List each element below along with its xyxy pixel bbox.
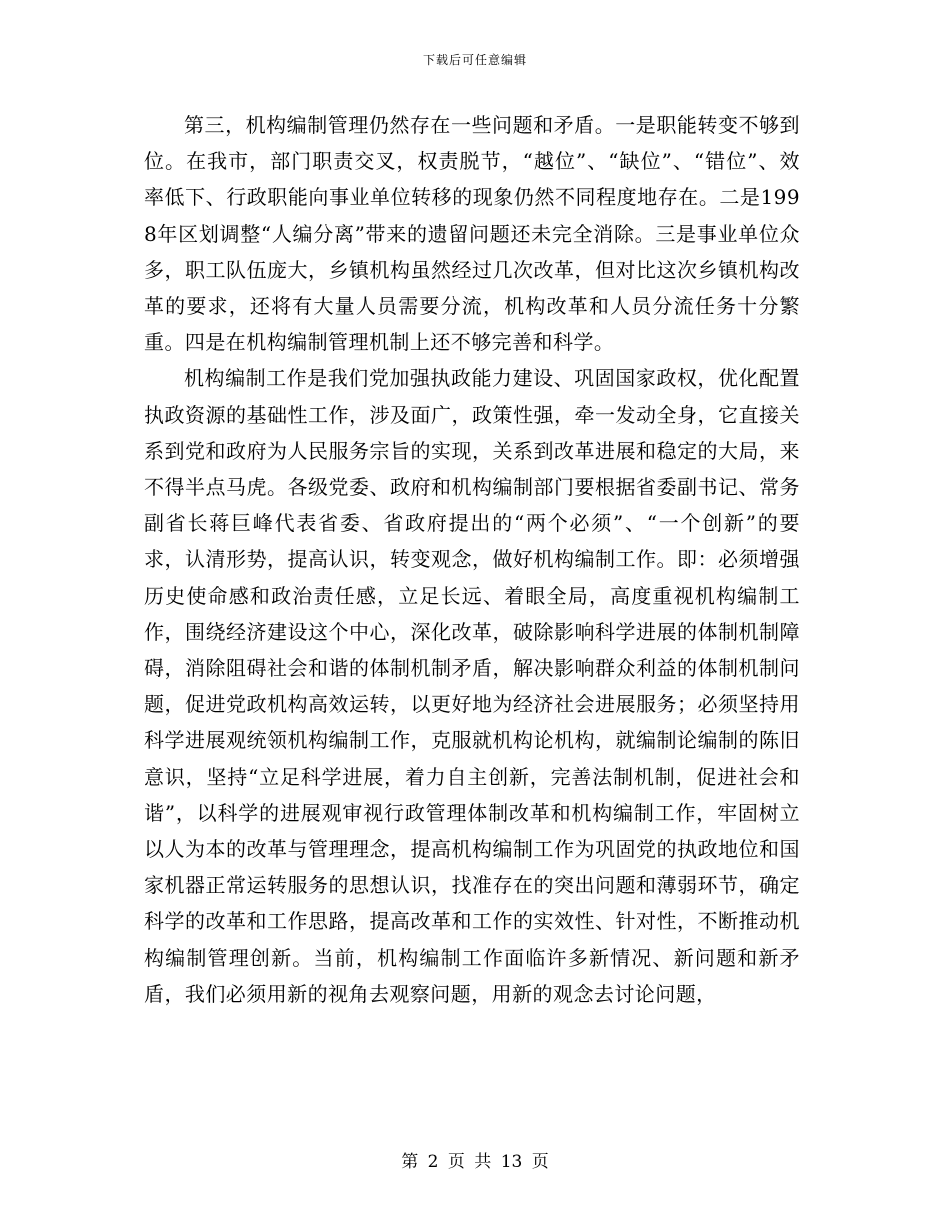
page-header: 下载后可任意编辑 <box>422 53 527 67</box>
body-paragraph-1: 第三，机构编制管理仍然存在一些问题和矛盾。一是职能转变不够到位。在我市，部门职责交叉，权责脱节，“越位”、“缺位”、“错位”、效率低下、行政职能向事业单位转移的现象仍然不同程度地存在。二是1998年区划调整“人编分离”带来的遗留问题还未完全消除。三是事业单位众多，职工队伍庞大，乡镇机构虽然经过几次改革，但对比这次乡镇机构改革的要求，还将有大量人员需要分流，机构改革和人员分流任务十分繁重。四是在机构编制管理机制上还不够完善和科学。 <box>144 113 800 355</box>
body-paragraph-2: 机构编制工作是我们党加强执政能力建设、巩固国家政权，优化配置执政资源的基础性工作，涉及面广，政策性强，牵一发动全身，它直接关系到党和政府为人民服务宗旨的实现，关系到改革进展和稳定的大局，来不得半点马虎。各级党委、政府和机构编制部门要根据省委副书记、常务副省长蒋巨峰代表省委、省政府提出的“两个必须”、“一个创新”的要求，认清形势，提高认识，转变观念，做好机构编制工作。即：必须增强历史使命感和政治责任感，立足长远、着眼全局，高度重视机构编制工作，围绕经济建设这个中心，深化改革，破除影响科学进展的体制机制障碍，消除阻碍社会和谐的体制机制矛盾，解决影响群众利益的体制机制问题，促进党政机构高效运转，以更好地为经济社会进展服务；必须坚持用科学进展观统领机构编制工作，克服就机构论机构，就编制论编制的陈旧意识，坚持“立足科学进展，着力自主创新，完善法制机制，促进社会和谐”，以科学的进展观审视行政管理体制改革和机构编制工作，牢固树立以人为本的改革与管理理念，提高机构编制工作为巩固党的执政地位和国家机器正常运转服务的思想认识，找准存在的突出问题和薄弱环节，确定科学的改革和工作思路，提高改革和工作的实效性、针对性，不断推动机构编制管理创新。当前，机构编制工作面临许多新情况、新问题和新矛盾，我们必须用新的视角去观察问题，用新的观念去讨论问题， <box>144 366 800 1006</box>
page-footer: 第 2 页 共 13 页 <box>401 1152 549 1172</box>
document-body <box>144 107 800 1012</box>
